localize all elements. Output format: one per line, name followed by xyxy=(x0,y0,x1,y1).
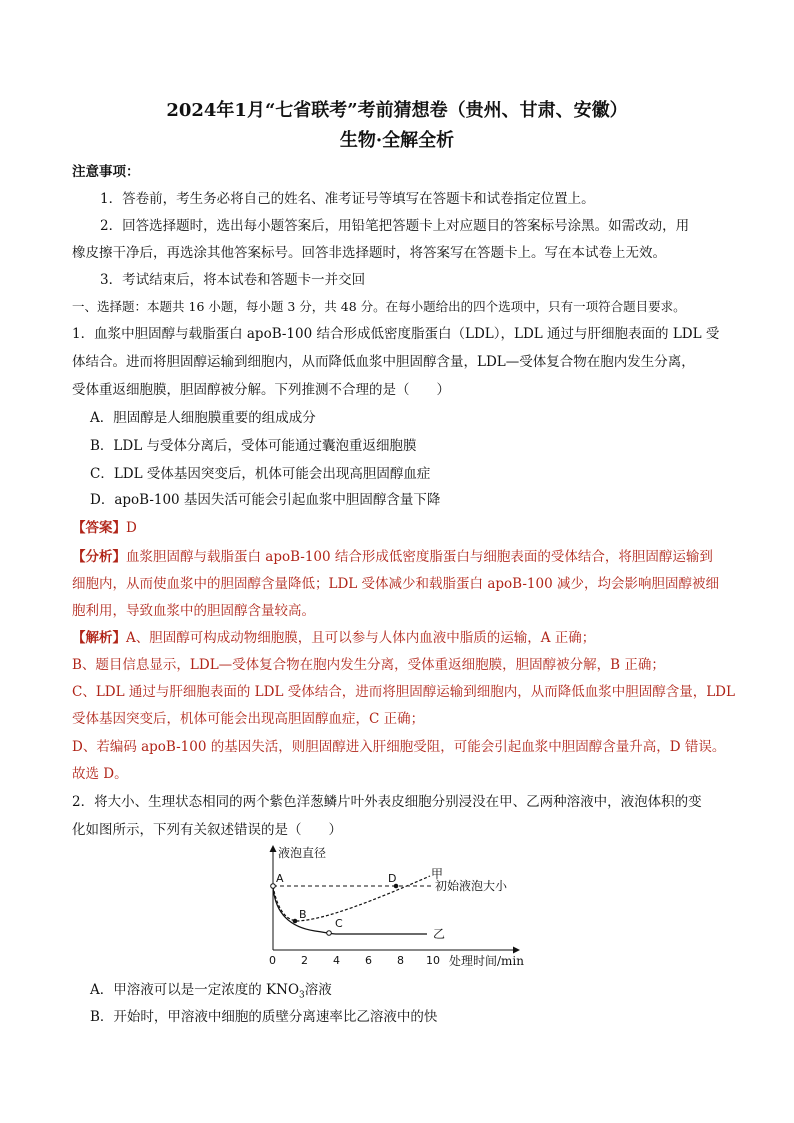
q1-explain-line: C、LDL 通过与肝细胞表面的 LDL 受体结合，进而将胆固醇运输到细胞内，从而降低血浆中胆固醇含量，LDL xyxy=(72,684,735,700)
q1-option-d: D．apoB-100 基因失活可能会引起血浆中胆固醇含量下降 xyxy=(90,492,441,508)
q2-option-b: B．开始时，甲溶液中细胞的质壁分离速率比乙溶液中的快 xyxy=(90,1009,438,1025)
notes-item: 2．回答选择题时，选出每小题答案后，用铅笔把答题卡上对应题目的答案标号涂黑。如需改动，用 xyxy=(100,218,690,234)
page-subtitle: 生物·全解全析 xyxy=(339,130,455,151)
q1-explain-line: 受体基因突变后，机体可能会出现高胆固醇血症，C 正确； xyxy=(72,711,425,727)
section-text: 本题共 16 小题，每小题 3 分，共 48 分。在每小题给出的四个选项中，只有一项符合题目要求。 xyxy=(147,299,686,314)
curve-yi-label: 乙 xyxy=(433,927,446,941)
q1-explain xyxy=(72,628,595,648)
point-b-label: B xyxy=(299,908,307,921)
q1-analysis-line: 细胞内，从而使血浆中的胆固醇含量降低；LDL 受体减少和载脂蛋白 apoB-100 减少，均会影响胆固醇被细 xyxy=(72,576,719,592)
q1-analysis xyxy=(72,547,713,567)
q1-explain-line: D、若编码 apoB-100 的基因失活，则胆固醇进入肝细胞受阻，可能会引起血浆中胆固醇含量升高，D 错误。 xyxy=(72,739,726,755)
curve-jia xyxy=(273,876,430,921)
analysis-text: 血浆胆固醇与载脂蛋白 apoB-100 结合形成低密度脂蛋白与细胞表面的受体结合，将胆固醇运输到 xyxy=(126,549,713,565)
q1-option-b: B．LDL 与受体分离后，受体可能通过囊泡重返细胞膜 xyxy=(90,438,417,454)
x-tick-label: 8 xyxy=(397,954,404,967)
initial-size-label: 初始液泡大小 xyxy=(435,879,508,893)
x-tick-label: 4 xyxy=(333,954,340,967)
y-axis-label: 液泡直径 xyxy=(278,846,327,860)
q2-stem: 化如图所示，下列有关叙述错误的是（ ） xyxy=(72,822,342,838)
q1-explain-line: B、题目信息显示，LDL—受体复合物在胞内发生分离，受体重返细胞膜，胆固醇被分解，B 正确； xyxy=(72,657,665,673)
notes-item: 1．答卷前，考生务必将自己的姓名、准考证号等填写在答题卡和试卷指定位置上。 xyxy=(100,191,595,207)
notes-item: 3．考试结束后，将本试卷和答题卡一并交回 xyxy=(100,272,366,288)
q1-analysis-line: 胞利用，导致血浆中的胆固醇含量较高。 xyxy=(72,603,315,619)
section-heading xyxy=(72,297,686,317)
explain-text: A、胆固醇可构成动物细胞膜，且可以参与人体内血液中脂质的运输，A 正确； xyxy=(126,630,596,646)
x-axis-label: 处理时间/min xyxy=(449,954,524,968)
q1-stem: 1．血浆中胆固醇与载脂蛋白 apoB-100 结合形成低密度脂蛋白（LDL），LDL 通过与肝细胞表面的 LDL 受 xyxy=(72,326,720,342)
point-a xyxy=(271,884,276,889)
q1-option-a: A．胆固醇是人细胞膜重要的组成成分 xyxy=(90,410,316,426)
x-axis-arrow xyxy=(513,947,520,954)
point-d-label: D xyxy=(388,872,397,885)
q1-stem: 受体重返细胞膜，胆固醇被分解。下列推测不合理的是（ ） xyxy=(72,382,450,398)
vacuole-diameter-chart xyxy=(255,838,545,973)
notes-item: 橡皮擦干净后，再选涂其他答案标号。回答非选择题时，将答案写在答题卡上。写在本试卷上无效。 xyxy=(72,245,666,261)
q2-option-a xyxy=(90,980,332,1006)
notes-heading: 注意事项： xyxy=(72,164,140,180)
q1-option-c: C．LDL 受体基因突变后，机体可能会出现高胆固醇血症 xyxy=(90,466,431,482)
page-title: 2024年1月“七省联考”考前猜想卷（贵州、甘肃、安徽） xyxy=(166,100,628,121)
y-axis-arrow xyxy=(270,845,277,852)
x-tick-label: 0 xyxy=(269,954,276,967)
point-c-label: C xyxy=(335,917,343,930)
q2-stem: 2．将大小、生理状态相同的两个紫色洋葱鳞片叶外表皮细胞分别浸没在甲、乙两种溶液中，液泡体积的变 xyxy=(72,794,702,810)
q1-answer xyxy=(72,518,137,538)
x-tick-label: 10 xyxy=(426,954,440,967)
point-a-label: A xyxy=(276,872,284,885)
x-tick-label: 2 xyxy=(301,954,308,967)
q1-stem: 体结合。进而将胆固醇运输到细胞内，从而降低血浆中胆固醇含量，LDL—受体复合物在胞内发生分离， xyxy=(72,354,695,370)
kno3-subscript: 3 xyxy=(299,990,305,1001)
answer-tag: 【答案】 xyxy=(72,520,126,536)
q1-explain-line: 故选 D。 xyxy=(72,766,128,782)
point-c xyxy=(327,931,332,936)
explain-tag: 【解析】 xyxy=(72,630,126,646)
answer-value: D xyxy=(126,520,137,536)
q2-option-a-suffix: 溶液 xyxy=(304,982,332,998)
point-b xyxy=(293,919,298,924)
q2-option-a-text: A．甲溶液可以是一定浓度的 KNO xyxy=(90,982,300,998)
section-label: 一、选择题： xyxy=(72,299,148,314)
x-tick-label: 6 xyxy=(365,954,372,967)
analysis-tag: 【分析】 xyxy=(72,549,126,565)
curve-yi xyxy=(273,886,427,934)
curve-jia-label: 甲 xyxy=(431,867,444,881)
